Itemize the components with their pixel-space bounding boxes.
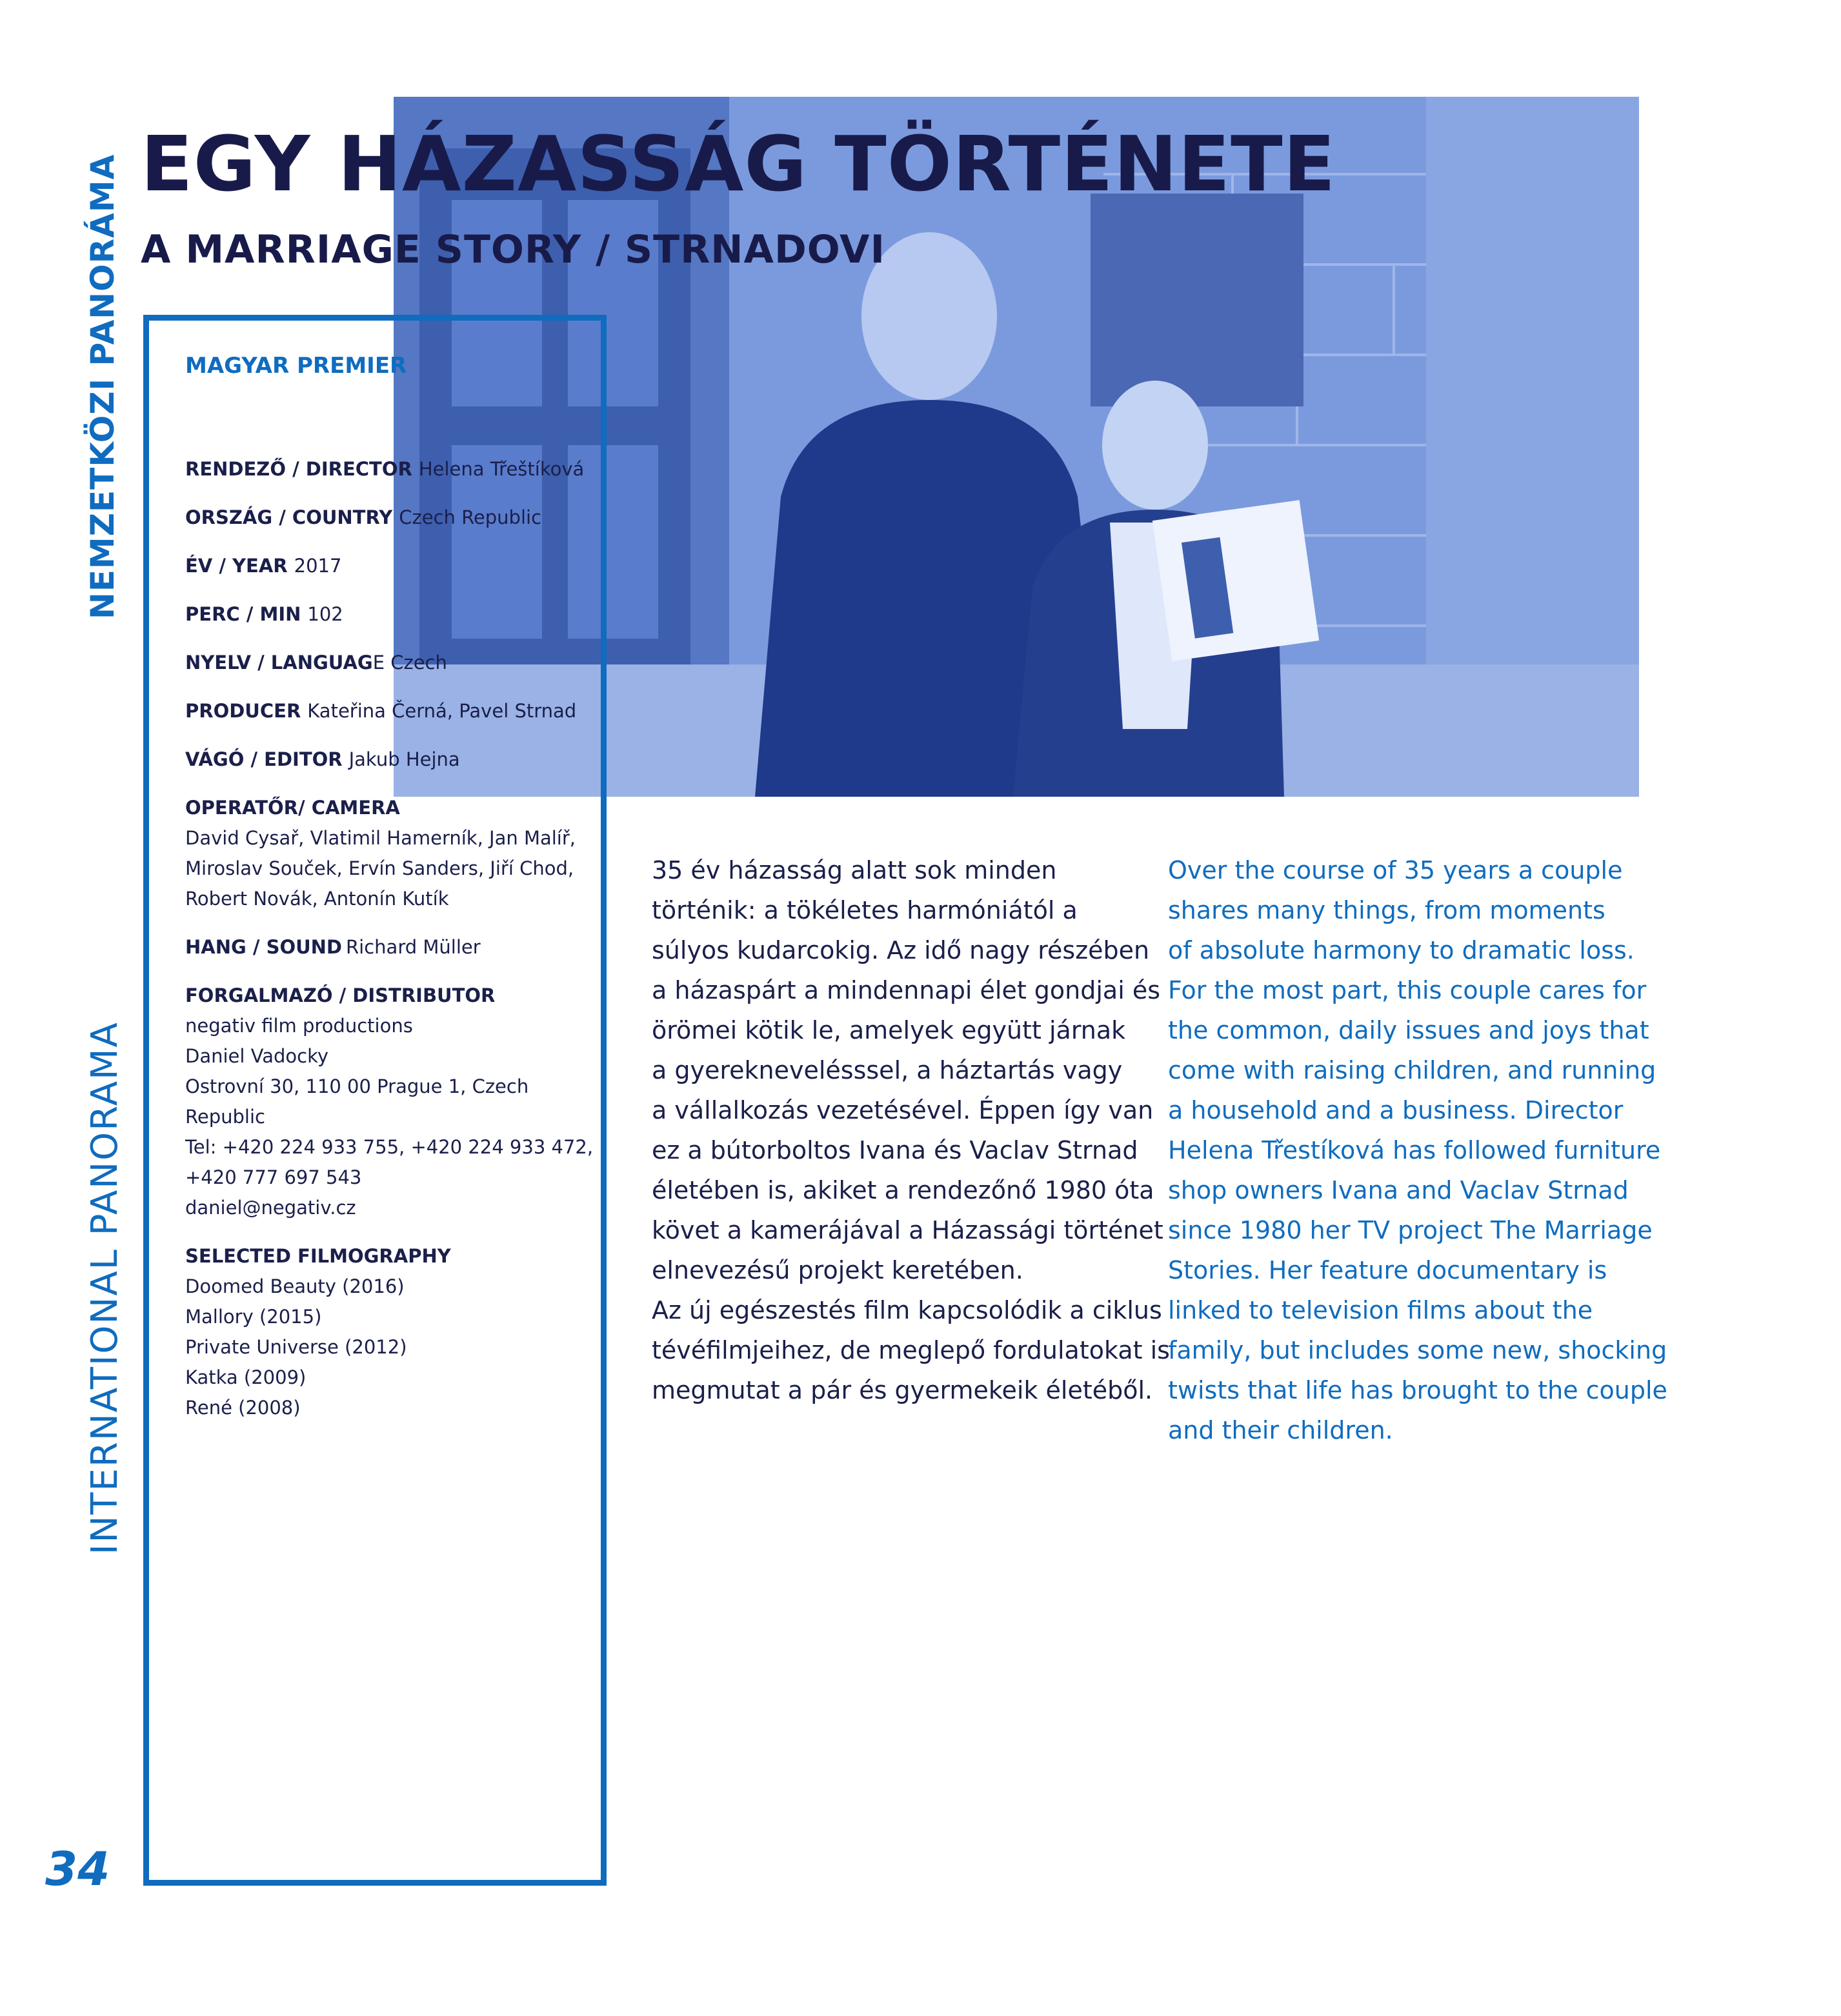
synopsis-hungarian (652, 850, 1170, 1410)
credit-value: Kateřina Černá, Pavel Strnad (307, 700, 577, 722)
synopsis-line: tévéfilmjeihez, de meglepő fordulatokat is (652, 1336, 1170, 1364)
credit-label: ÉV / YEAR (185, 555, 288, 577)
filmography-item: Private Universe (2012) (185, 1336, 407, 1358)
credit-editor (185, 744, 598, 775)
filmography-item: Katka (2009) (185, 1366, 307, 1388)
filmography-item: René (2008) (185, 1397, 301, 1419)
filmography-item: Doomed Beauty (2016) (185, 1275, 405, 1297)
credit-producer (185, 696, 598, 726)
credit-label: PERC / MIN (185, 603, 301, 625)
credit-label: NYELV / LANGUAG (185, 652, 373, 674)
credit-label: RENDEZŐ / DIRECTOR (185, 458, 412, 480)
credit-value: 102 (307, 603, 343, 625)
synopsis-line: súlyos kudarcokig. Az idő nagy részében (652, 936, 1150, 964)
synopsis-line: Stories. Her feature documentary is (1168, 1256, 1607, 1284)
credit-country (185, 503, 598, 533)
section-label-hungarian: NEMZETKÖZI PANORÁMA (84, 154, 121, 619)
section-label-english: INTERNATIONAL PANORAMA (84, 1021, 126, 1555)
credit-line: Miroslav Souček, Ervín Sanders, Jiří Chod, (185, 857, 574, 879)
synopsis-line: For the most part, this couple cares for (1168, 976, 1647, 1004)
synopsis-line: ez a bútorboltos Ivana és Vaclav Strnad (652, 1136, 1138, 1164)
credit-filmography (185, 1241, 598, 1423)
synopsis-line: a vállalkozás vezetésével. Éppen így van (652, 1096, 1154, 1124)
synopsis-line: Az új egészestés film kapcsolódik a ciklus (652, 1296, 1162, 1324)
credit-line: Ostrovní 30, 110 00 Prague 1, Czech Republic (185, 1075, 529, 1128)
credit-value: 2017 (294, 555, 342, 577)
premier-badge: MAGYAR PREMIER (185, 353, 407, 379)
credit-value: Helena Třeštíková (418, 458, 585, 480)
synopsis-line: a házaspárt a mindennapi élet gondjai és (652, 976, 1161, 1004)
credit-year (185, 551, 598, 581)
credit-line: Daniel Vadocky (185, 1045, 329, 1067)
credit-label: ORSZÁG / COUNTRY (185, 506, 393, 528)
synopsis-line: történik: a tökéletes harmóniától a (652, 896, 1078, 924)
synopsis-line: the common, daily issues and joys that (1168, 1016, 1649, 1044)
credit-camera (185, 793, 598, 914)
page-number: 34 (45, 1842, 110, 1896)
credits-box (143, 315, 607, 1886)
credit-label: HANG / SOUND (185, 936, 343, 958)
credit-label: OPERATŐR/ CAMERA (185, 797, 400, 819)
synopsis-line: örömei kötik le, amelyek együtt járnak (652, 1016, 1126, 1044)
credit-line: Tel: +420 224 933 755, +420 224 933 472, (185, 1136, 594, 1158)
credit-line: David Cysař, Vlatimil Hamerník, Jan Malíř, (185, 827, 576, 849)
credit-line: +420 777 697 543 (185, 1166, 362, 1188)
credit-line: Robert Novák, Antonín Kutík (185, 888, 449, 910)
synopsis-line: Helena Třestíková has followed furniture (1168, 1136, 1661, 1164)
filmography-item: Mallory (2015) (185, 1306, 322, 1328)
film-title-hungarian: EGY HÁZASSÁG TÖRTÉNETE (141, 119, 1336, 208)
synopsis-line: linked to television films about the (1168, 1296, 1593, 1324)
synopsis-line: family, but includes some new, shocking (1168, 1336, 1667, 1364)
credit-label: VÁGÓ / EDITOR (185, 748, 343, 770)
credit-line: negativ film productions (185, 1015, 413, 1037)
synopsis-line: életében is, akiket a rendezőnő 1980 óta (652, 1176, 1154, 1204)
synopsis-line: Over the course of 35 years a couple (1168, 856, 1623, 884)
synopsis-line: 35 év házasság alatt sok minden (652, 856, 1057, 884)
credits-list (185, 353, 598, 1441)
credit-runtime (185, 599, 598, 630)
credit-language (185, 648, 598, 678)
credit-director (185, 454, 598, 484)
synopsis-line: of absolute harmony to dramatic loss. (1168, 936, 1635, 964)
synopsis-line: elnevezésű projekt keretében. (652, 1256, 1023, 1284)
synopsis-line: követ a kamerájával a Házassági történet (652, 1216, 1163, 1244)
credit-sound (185, 932, 598, 963)
credit-label: PRODUCER (185, 700, 301, 722)
film-title-english: A MARRIAGE STORY / STRNADOVI (141, 227, 885, 272)
credit-email: daniel@negativ.cz (185, 1197, 356, 1219)
synopsis-line: since 1980 her TV project The Marriage (1168, 1216, 1653, 1244)
credit-label: FORGALMAZÓ / DISTRIBUTOR (185, 984, 496, 1006)
synopsis-line: shares many things, from moments (1168, 896, 1605, 924)
credit-value: Czech Republic (399, 506, 542, 528)
synopsis-line: megmutat a pár és gyermekeik életéből. (652, 1376, 1153, 1404)
credit-label: SELECTED FILMOGRAPHY (185, 1245, 451, 1267)
synopsis-english (1168, 850, 1667, 1450)
synopsis-line: a household and a business. Director (1168, 1096, 1624, 1124)
synopsis-line: shop owners Ivana and Vaclav Strnad (1168, 1176, 1629, 1204)
synopsis-line: twists that life has brought to the couple (1168, 1376, 1667, 1404)
credit-value: Jakub Hejna (348, 748, 460, 770)
credit-value: Richard Müller (346, 936, 481, 958)
credit-value: E Czech (372, 652, 447, 674)
synopsis-line: and their children. (1168, 1416, 1393, 1444)
credit-distributor (185, 981, 598, 1223)
synopsis-line: a gyereknevelésssel, a háztartás vagy (652, 1056, 1123, 1084)
synopsis-line: come with raising children, and running (1168, 1056, 1656, 1084)
